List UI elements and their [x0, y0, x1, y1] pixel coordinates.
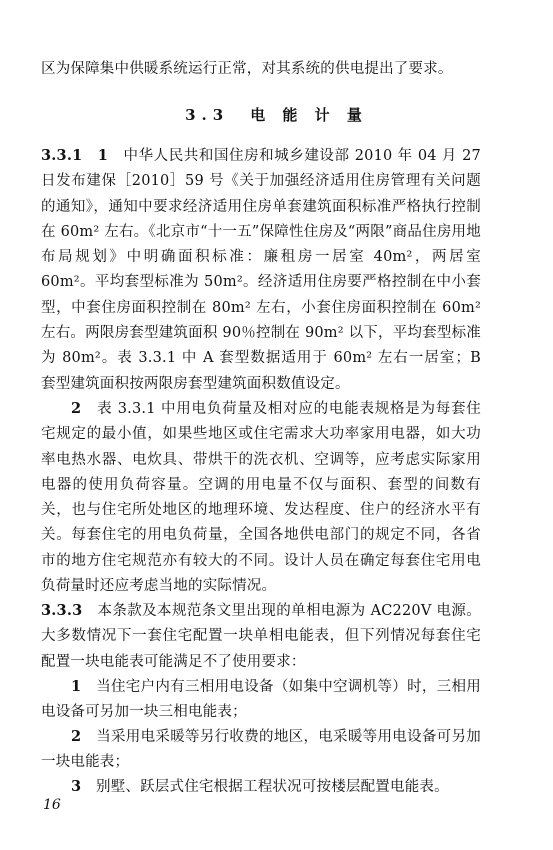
clause-3-3-3-item-3 — [41, 774, 481, 800]
item-text: 表 3.3.1 中用电负荷量及相对应的电能表规格是为每套住宅规定的最小值，如果些地区或住宅需求大功率家用电器，如大功率电热水器、电炊具、带烘干的洗衣机、空调等，应考虑实际家用电器的使用负荷容量。空调的用电量不仅与面积、套型的间数有关，也与住宅所处地区的地理环境、发达程度、住户的经济水平有关。每套住宅的用电负荷量，全国各地供电部门的规定不同，各省市的地方住宅规范亦有较大的不同。设计人员在确定每套住宅用电负荷量时还应考虑当地的实际情况。 — [41, 401, 481, 595]
top-line-text: 区为保障集中供暖系统运行正常，对其系统的供电提出了要求。 — [41, 61, 453, 77]
item-number: 3 — [71, 778, 96, 795]
item-number: 2 — [71, 400, 98, 417]
clause-number: 3.3.1 1 — [41, 147, 124, 164]
clause-number: 3.3.3 — [41, 602, 98, 619]
clause-3-3-1-item-1 — [41, 143, 481, 397]
section-heading: 3.3 电 能 计 量 — [185, 106, 368, 124]
item-text: 别墅、跃层式住宅根据工程状况可按楼层配置电能表。 — [96, 779, 449, 795]
item-number: 2 — [71, 728, 97, 745]
clause-text: 中华人民共和国住房和城乡建设部 2010 年 04 月 27 日发布建保［2010］59 号《关于加强经济适用住房管理有关问题的通知》，通知中要求经济适用住房单套建筑面积标准严格执行控制在 60m² 左右。《北京市“十一五”保障性住房及“两限”商品住房用地布局规划》中明确面积标准：廉租房一居室 40m²，两居室 60m²。平均套型标准为 50m²。经济适用住房要严格控制在中小套型，中套住房面积控制在 80m² 左右，小套住房面积控制在 60m² 左右。两限房套型建筑面积 90％控制在 90m² 以下，平均套型标准为 80m²。表 3.3.1 中 A 套型数据适用于 60m² 左右一居室；B 套型建筑面积按两限房套型建筑面积数值设定。 — [41, 148, 481, 392]
clause-3-3-3 — [41, 598, 481, 675]
clause-text: 本条款及本规范条文里出现的单相电源为 AC220V 电源。大多数情况下一套住宅配置一块单相电能表，但下列情况每套住宅配置一块电能表可能满足不了使用要求： — [41, 603, 481, 670]
clause-3-3-3-item-2 — [41, 724, 481, 776]
item-text: 当采用电采暖等另行收费的地区，电采暖等用电设备可另加一块电能表； — [41, 729, 481, 771]
item-number: 1 — [71, 678, 97, 695]
continued-paragraph — [41, 57, 481, 82]
clause-3-3-1-item-2 — [41, 396, 481, 599]
item-text: 当住宅户内有三相用电设备（如集中空调机等）时，三相用电设备可另加一块三相电能表； — [41, 679, 481, 721]
page-number: 16 — [43, 797, 61, 813]
clause-3-3-3-item-1 — [41, 674, 481, 726]
